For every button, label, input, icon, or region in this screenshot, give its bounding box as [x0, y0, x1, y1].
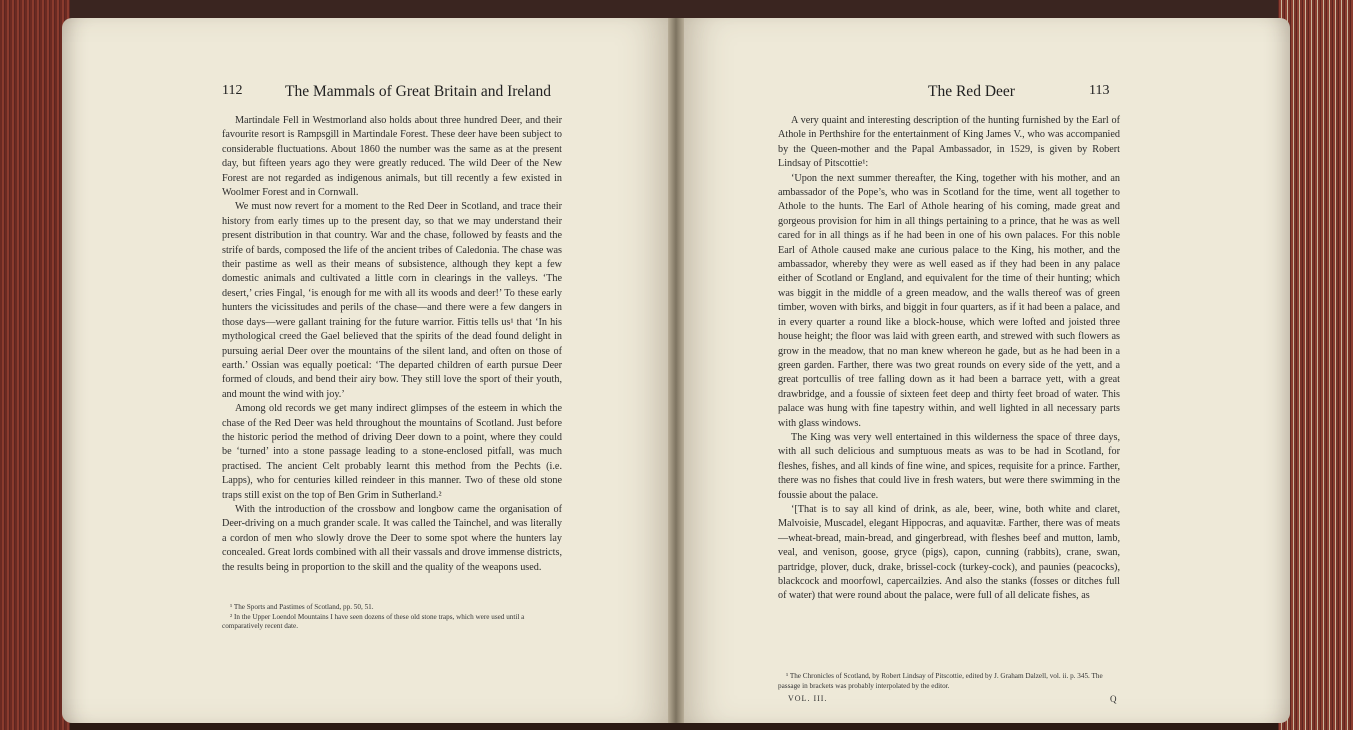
paragraph: The King was very well entertained in this wilderness the space of three days, with all such delicious and sumptuous meats as was to be had in Scotland, for fleshes, fishes, and all kinds of fine wine, and spices, requisite for a prince. Farther, there was no fishes that could live in fresh waters, but were there swimming in the foussie about the palace. [778, 431, 1120, 501]
left-page-stack [0, 0, 70, 730]
paragraph: We must now revert for a moment to the Red Deer in Scotland, and trace their history from early times up to the present day, so that we may understand their present distribution in that country. War and the chase, followed by feasts and the strife of bards, composed the life of the ancient tribes of Caledonia. The chase was their pastime as well as their means of subsistence, although they kept a few domestic animals and cultivated a little corn in clearings in the valleys. ‘The desert,’ cries Fingal, ‘is enough for me with all its woods and deer!’ To these early hunters the vicissitudes and perils of the chase—and there were a few dangers in those days—were gallant training for the future warrior. Fittis tells us¹ that ‘In his mythological creed the Gael believed that the spirits of the dead found delight in pursuing aerial Deer over the mountains of the silent land, and often on those of earth.’ Ossian was equally poetical: ‘The departed children of earth pursue Deer formed of clouds, and bend their airy bow. They still love the sport of their youth, and mount the wind with joy.’ [222, 201, 562, 400]
paragraph: ‘Upon the next summer thereafter, the King, together with his mother, and an ambassador of the Pope’s, who was in Scotland for the time, went all together to Athole to the hunts. The Earl of Athole hearing of his coming, made great and gorgeous provision for him in all things pertaining to a prince, that he was as well cared for in all things as if he had been in one of his own palaces. For this noble Earl of Athole caused make ane curious palace to the King, his mother, and the ambassador, whereby they were as well eased as if they had been in any palace either of Scotland or England, and equivalent for the time of their hunting; which was biggit in the middle of a green meadow, and the walls thereof was of green timber, woven with birks, and biggit in four quarters, as if it had been a palace, and in every quarter a round like a block-house, which were lofted and joisted three house height; the floor was laid with green earth, and strewed with such flowers as grow in the meadow, that no man knew whereon he gade, but as he had been in a green garden. Farther, there was two great rounds on every side of the yett, and a great portcullis of tree falling down as it had been a barrace yett, with a great drawbridge, and a foussie of sixteen feet deep and thirty feet broad of water. This palace was hung with fine tapestry within, and well lighted in all necessary parts with glass windows. [778, 172, 1120, 429]
footnote: ¹ The Sports and Pastimes of Scotland, pp. 50, 51. [230, 603, 374, 611]
right-footnotes [778, 672, 1120, 691]
left-footnotes [222, 603, 562, 632]
paragraph: Among old records we get many indirect glimpses of the esteem in which the chase of the Red Deer was held throughout the mountains of Scotland. Just before the historic period the method of driving Deer down to a point, where they could be ‘turned’ into a stone passage leading to a stone-enclosed pitfall, was much practised. The ancient Celt probably learnt this method from the Pechts (i.e. Lapps), who for centuries killed reindeer in this manner. Two of these old stone traps still exist on the top of Ben Grim in Sutherland.² [222, 403, 562, 501]
right-body-text [778, 114, 1120, 604]
left-body-text [222, 114, 562, 575]
right-running-head: The Red Deer [928, 83, 1015, 100]
paragraph: ‘[That is to say all kind of drink, as ale, beer, wine, both white and claret, Malvoisie, Muscadel, elegant Hippocras, and aquavitæ. Farther, there was of meats—wheat-bread, main-bread, and gingerbread, with fleshes beef and mutton, lamb, veal, and venison, goose, gryce (pigs), capon, cunning (rabbits), crane, swan, partridge, plover, duck, drake, brissel-cock (turkey-cock), and paunies (peacocks), blackcock and moorfowl, capercailzies. And also the stanks (fosses or ditches full of water) that were round about the palace, were full of all delicate fishes, as [778, 503, 1120, 602]
volume-mark: VOL. III. [788, 694, 828, 703]
footnote: ¹ The Chronicles of Scotland, by Robert Lindsay of Pitscottie, edited by J. Graham Dalzell, vol. ii. p. 345. The passage in brackets was probably interpolated by the editor. [778, 672, 1103, 690]
left-page-number: 112 [222, 83, 243, 98]
paragraph: Martindale Fell in Westmorland also holds about three hundred Deer, and their favourite resort is Rampsgill in Martindale Forest. These deer have been subject to considerable fluctuations. About 1860 the number was the same as at the present day, but fifteen years ago they were greatly reduced. The wild Deer of the New Forest are not regarded as indigenous animals, but till recently a few existed in Woolmer Forest and in Cornwall. [222, 115, 562, 199]
left-running-head: The Mammals of Great Britain and Ireland [285, 83, 551, 100]
paragraph: With the introduction of the crossbow and longbow came the organisation of Deer-driving on a much grander scale. It was called the Tainchel, and was literally a cordon of men who slowly drove the Deer to some spot where the hunters lay concealed. Great lords combined with all their vassals and drove immense districts, the results being in proportion to the skill and the quality of the weapons used. [222, 503, 562, 573]
signature-mark: Q [1110, 694, 1117, 704]
right-page-number: 113 [1089, 83, 1110, 98]
paragraph: A very quaint and interesting description of the hunting furnished by the Earl of Athole in Perthshire for the entertainment of King James V., who was accompanied by the Queen-mother and the Papal Ambassador, in 1529, is given by Robert Lindsay of Pitscottie¹: [778, 115, 1120, 170]
book-gutter [668, 18, 684, 723]
footnote: ² In the Upper Loendol Mountains I have seen dozens of these old stone traps, which were used until a comparatively recent date. [222, 612, 525, 630]
